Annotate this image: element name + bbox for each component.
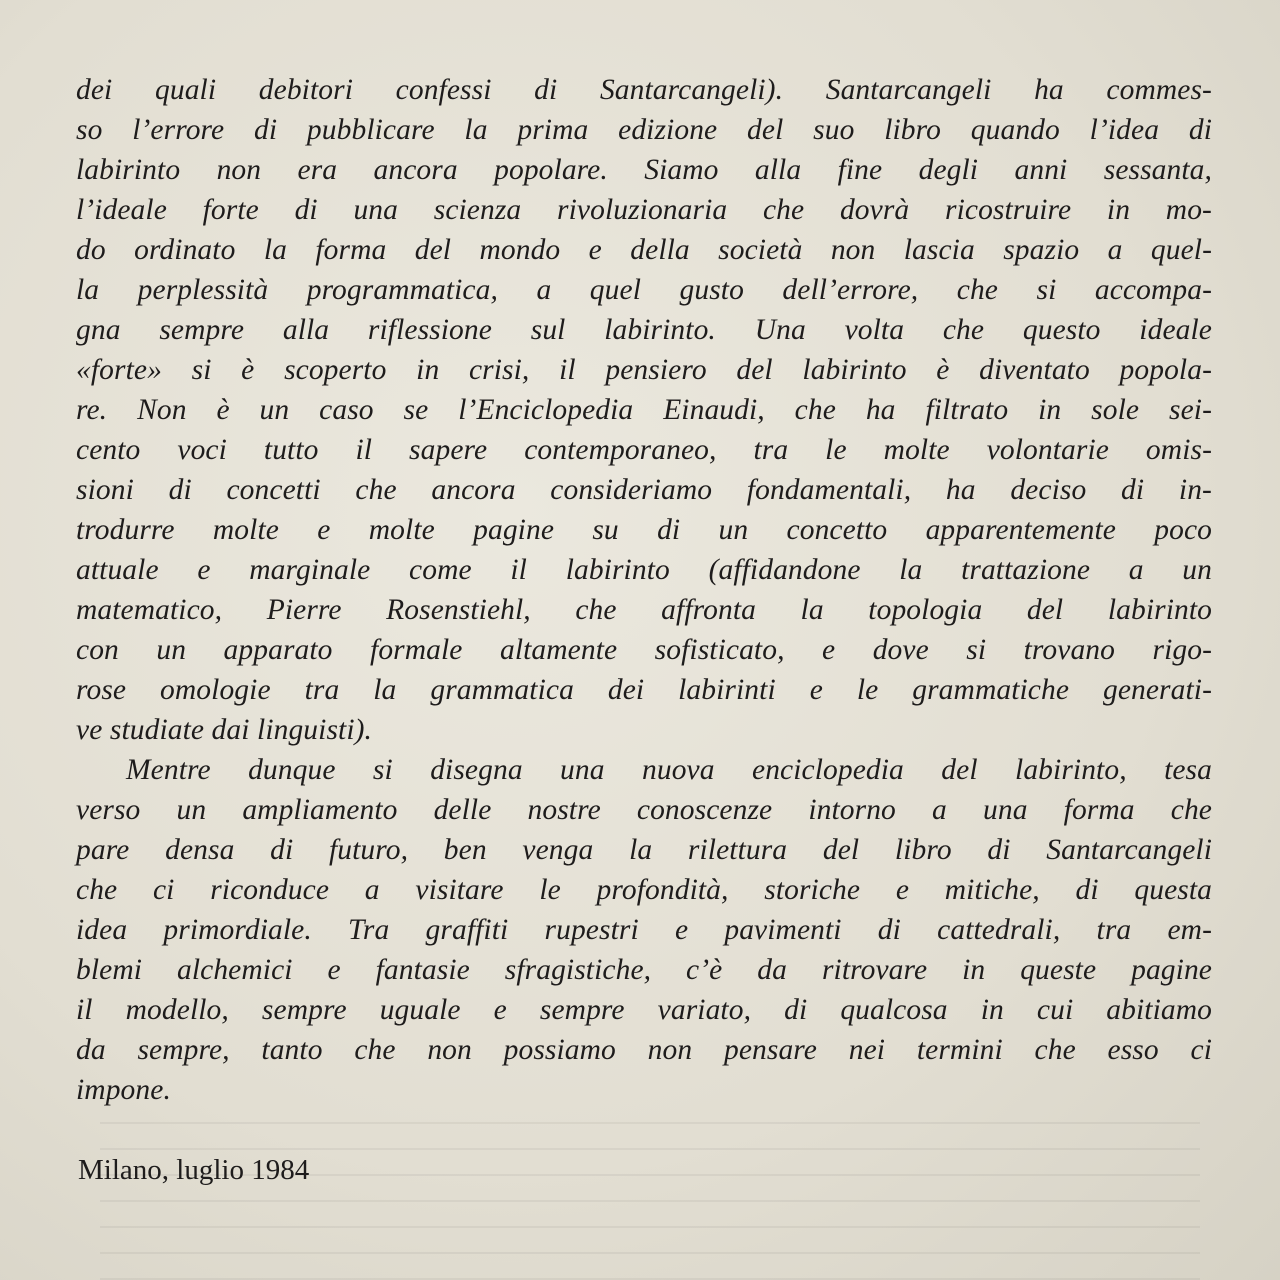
book-page-text: [76, 70, 1212, 1110]
text-line: gna sempre alla riflessione sul labirinto. Una volta che questo ideale: [76, 314, 1212, 346]
text-line: idea primordiale. Tra graffiti rupestri e pavimenti di cattedrali, tra em-: [76, 914, 1212, 946]
text-line: impone.: [76, 1074, 171, 1106]
text-line: da sempre, tanto che non possiamo non pensare nei termini che esso ci: [76, 1034, 1212, 1066]
text-line: con un apparato formale altamente sofisticato, e dove si trovano rigo-: [76, 634, 1212, 666]
text-line: re. Non è un caso se l’Enciclopedia Einaudi, che ha filtrato in sole sei-: [76, 394, 1212, 426]
text-line: il modello, sempre uguale e sempre variato, di qualcosa in cui abitiamo: [76, 994, 1212, 1026]
text-line: matematico, Pierre Rosenstiehl, che affronta la topologia del labirinto: [76, 594, 1212, 626]
text-line: che ci riconduce a visitare le profondità, storiche e mitiche, di questa: [76, 874, 1212, 906]
text-line: «forte» si è scoperto in crisi, il pensiero del labirinto è diventato popola-: [76, 354, 1212, 386]
text-line: blemi alchemici e fantasie sfragistiche, c’è da ritrovare in queste pagine: [76, 954, 1212, 986]
text-line: dei quali debitori confessi di Santarcangeli). Santarcangeli ha commes-: [76, 74, 1212, 106]
text-line: Mentre dunque si disegna una nuova enciclopedia del labirinto, tesa: [126, 754, 1212, 786]
text-line: verso un ampliamento delle nostre conoscenze intorno a una forma che: [76, 794, 1212, 826]
text-line: ve studiate dai linguisti).: [76, 714, 373, 746]
text-line: cento voci tutto il sapere contemporaneo, tra le molte volontarie omis-: [76, 434, 1212, 466]
text-line: sioni di concetti che ancora consideriamo fondamentali, ha deciso di in-: [76, 474, 1212, 506]
text-line: rose omologie tra la grammatica dei labirinti e le grammatiche generati-: [76, 674, 1212, 706]
text-line: labirinto non era ancora popolare. Siamo alla fine degli anni sessanta,: [76, 154, 1212, 186]
text-line: pare densa di futuro, ben venga la rilettura del libro di Santarcangeli: [76, 834, 1212, 866]
show-through-text: [100, 1120, 1200, 1280]
text-line: do ordinato la forma del mondo e della società non lascia spazio a quel-: [76, 234, 1212, 266]
place-date-signature: Milano, luglio 1984: [78, 1154, 310, 1186]
paragraph: [76, 70, 1212, 750]
paragraph: [76, 750, 1212, 1110]
text-line: trodurre molte e molte pagine su di un concetto apparentemente poco: [76, 514, 1212, 546]
text-line: la perplessità programmatica, a quel gusto dell’errore, che si accompa-: [76, 274, 1212, 306]
text-line: so l’errore di pubblicare la prima edizione del suo libro quando l’idea di: [76, 114, 1212, 146]
text-line: attuale e marginale come il labirinto (affidandone la trattazione a un: [76, 554, 1212, 586]
text-line: l’ideale forte di una scienza rivoluzionaria che dovrà ricostruire in mo-: [76, 194, 1212, 226]
